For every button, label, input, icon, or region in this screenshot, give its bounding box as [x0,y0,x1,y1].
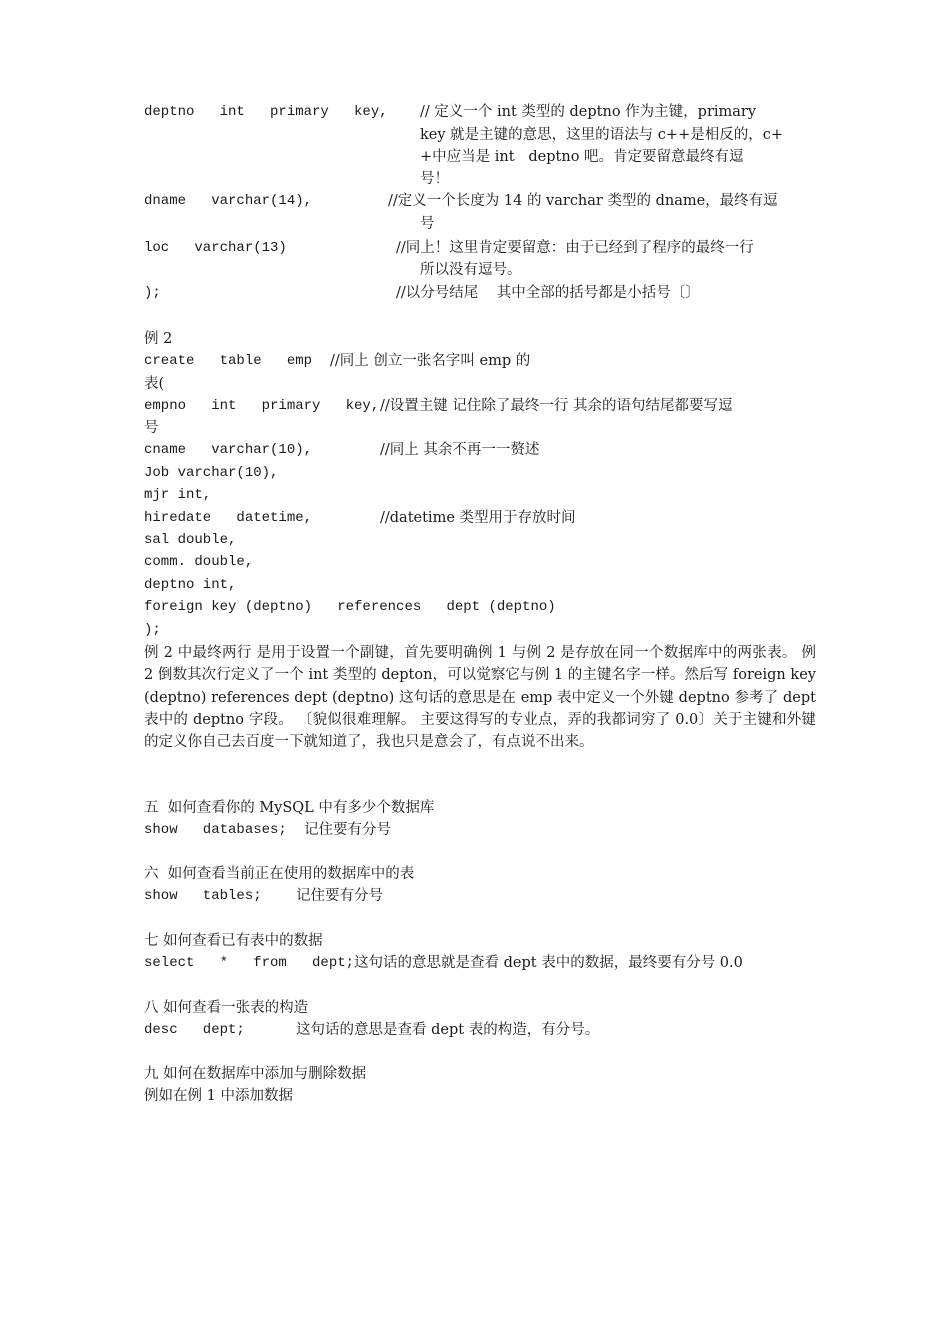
comment-loc-1: //同上！这里肯定要留意：由于已经到了程序的最终一行 [396,240,754,256]
comment-hiredate: //datetime 类型用于存放时间 [380,510,576,526]
comment-deptno-1: // 定义一个 int 类型的 deptno 作为主键，primary [420,104,757,120]
comment-cname: //同上 其余不再一一赘述 [380,442,540,458]
section-8-heading: 八 如何查看一张表的构造 [144,1000,309,1016]
code-line-empno: empno int primary key, [144,398,380,414]
section-7-heading: 七 如何查看已有表中的数据 [144,933,323,949]
section-5-code: show databases; [144,822,287,838]
code-line-job: Job varchar(10), [144,465,279,481]
comment-deptno-3: +中应当是 int deptno 吧。肯定要留意最终有逗 [420,149,744,165]
code-line-comm: comm. double, [144,554,254,570]
comment-create: //同上 创立一张名字叫 emp 的 [330,353,531,369]
comment-loc-2: 所以没有逗号。 [420,262,522,278]
comment-dname-2: 号 [420,216,435,232]
code-line-sal: sal double, [144,532,237,548]
code-line-close: ); [144,285,161,301]
code-line-deptno: deptno int primary key, [144,104,388,120]
section-6-code: show tables; [144,888,262,904]
code-line-create: create table emp [144,353,313,369]
code-line-loc: loc varchar(13) [144,240,287,256]
section-7-note: 这句话的意思就是查看 dept 表中的数据，最终要有分号 0.0 [354,955,743,971]
comment-empno-wrap: 号 [144,420,159,436]
code-line-dname: dname varchar(14), [144,193,313,209]
section-6-note: 记住要有分号 [296,888,383,904]
code-line-close-2: ); [144,622,161,638]
comment-close: //以分号结尾 其中全部的括号都是小括号〔〕 [396,285,700,301]
comment-deptno-4: 号！ [420,171,449,187]
code-line-mjr: mjr int, [144,487,212,503]
comment-empno: //设置主键 记住除了最终一行 其余的语句结尾都要写逗 [380,398,733,414]
section-7-code: select * from dept; [144,955,355,971]
example2-heading: 例 2 [144,331,173,347]
section-5-note: 记住要有分号 [304,822,391,838]
section-8-note: 这句话的意思是查看 dept 表的构造，有分号。 [296,1022,600,1038]
section-9-heading: 九 如何在数据库中添加与删除数据 [144,1066,367,1082]
code-line-hiredate: hiredate datetime, [144,510,313,526]
section-8-code: desc dept; [144,1022,245,1038]
code-line-deptno-int: deptno int, [144,577,237,593]
section-6-heading: 六 如何查看当前正在使用的数据库中的表 [144,866,415,882]
code-line-create-wrap: 表( [144,376,165,392]
section-5-heading: 五 如何查看你的 MySQL 中有多少个数据库 [144,800,435,816]
code-line-foreign-key: foreign key (deptno) references dept (deptno) [144,599,556,615]
code-line-cname: cname varchar(10), [144,442,313,458]
section-9-text: 例如在例 1 中添加数据 [144,1088,293,1104]
explanation-paragraph: 例 2 中最终两行 是用于设置一个副键，首先要明确例 1 与例 2 是存放在同一个数据库中的两张表。 例 2 倒数其次行定义了一个 int 类型的 depton，可以觉察它与例 1 的主键名字一样。然后写 foreign key (deptno) references dept (deptno) 这句话的意思是在 emp 表中定义一个外键 deptno 参考了 dept 表中的 deptno 字段。 〔貌似很难理解。 主要这得写的专业点，弄的我都词穷了 0.0〕关于主键和外键的定义你自己去百度一下就知道了，我也只是意会了，有点说不出来。 [144,645,816,751]
comment-dname-1: //定义一个长度为 14 的 varchar 类型的 dname，最终有逗 [388,193,778,209]
comment-deptno-2: key 就是主键的意思，这里的语法与 c++是相反的，c+ [420,127,783,143]
